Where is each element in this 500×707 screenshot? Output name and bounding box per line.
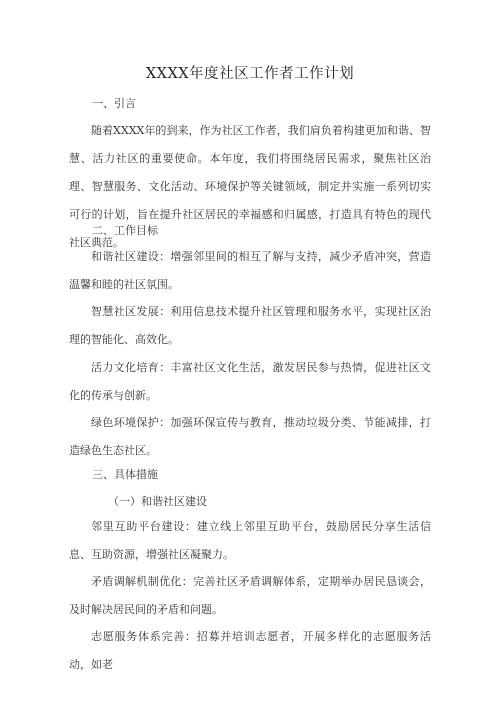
goal-paragraph-harmony: 和谐社区建设：增强邻里间的相互了解与支持，减少矛盾冲突，营造温馨和睦的社区氛围。 (69, 250, 431, 291)
subsection-heading-harmony: （一）和谐社区建设 (108, 495, 207, 508)
section-heading-goals: 二、工作目标 (92, 224, 158, 237)
measure-paragraph-mediation: 矛盾调解机制优化：完善社区矛盾调解体系，定期举办居民恳谈会，及时解决居民间的矛盾和问题。 (69, 575, 431, 616)
measure-paragraph-volunteer: 志愿服务体系完善：招募并培训志愿者，开展多样化的志愿服务活动，如老 (69, 630, 431, 671)
section-heading-measures: 三、具体措施 (92, 468, 158, 481)
document-title: XXXX年度社区工作者工作计划 (145, 66, 355, 82)
goal-paragraph-environment: 绿色环境保护：加强环保宣传与教育，推动垃圾分类、节能减排，打造绿色生态社区。 (69, 416, 431, 457)
measure-paragraph-mutual-aid: 邻里互助平台建设：建立线上邻里互助平台，鼓励居民分享生活信息、互助资源，增强社区凝聚力。 (69, 520, 431, 561)
goal-paragraph-smart: 智慧社区发展：利用信息技术提升社区管理和服务水平，实现社区治理的智能化、高效化。 (69, 305, 431, 346)
section-heading-intro: 一、引言 (92, 97, 136, 110)
intro-paragraph: 随着XXXX年的到来，作为社区工作者，我们肩负着构建更加和谐、智慧、活力社区的重要使命。本年度，我们将围绕居民需求，聚焦社区治理、智慧服务、文化活动、环境保护等关键领域，制定并实施一系列切实可行的计划，旨在提升社区居民的幸福感和归属感，打造具有特色的现代社区典范。 (69, 124, 431, 249)
goal-paragraph-culture: 活力文化培育：丰富社区文化生活，激发居民参与热情，促进社区文化的传承与创新。 (69, 361, 431, 402)
